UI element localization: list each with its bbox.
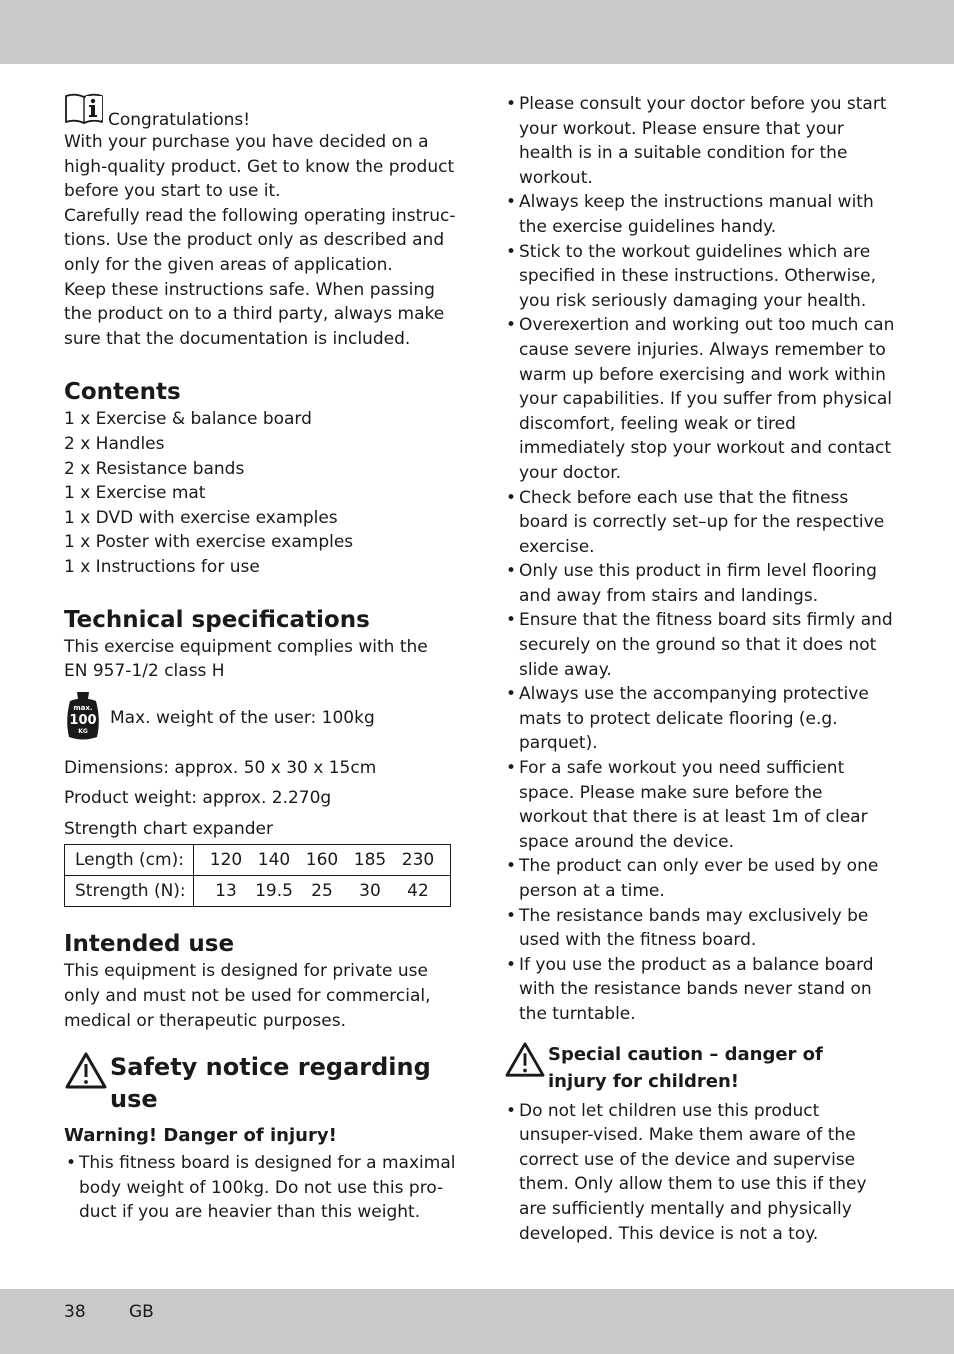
list-item: • Do not let children use this product unsuper-vised. Make them aware of the correct use of the device and supervise them. Only allow them to use this if they are sufficiently mentally and physically developed. This device is not a toy.	[504, 1099, 896, 1247]
children-heading: Special caution – danger of injury for children!	[548, 1043, 823, 1092]
list-item: 2 x Resistance bands	[64, 458, 245, 479]
product-weight-text: Product weight: approx. 2.270g	[64, 788, 332, 809]
list-item: • This fitness board is designed for a maximal body weight of 100kg. Do not use this pro-duct if you are heavier than this weight.	[64, 1151, 456, 1225]
contents-heading: Contents	[64, 379, 181, 406]
list-item: • The resistance bands may exclusively be used with the fitness board.	[504, 904, 896, 953]
list-item: 2 x Handles	[64, 433, 165, 454]
list-item: • Always use the accompanying protective mats to protect delicate flooring (e.g. parquet).	[504, 682, 896, 756]
strength-label: Strength (N):	[65, 876, 194, 907]
weight-icon-number: 100	[69, 712, 97, 728]
table-cell: 19.5	[255, 881, 293, 902]
intended-use-text: This equipment is designed for private use only and must not be used for commercial, medical or therapeutic purposes.	[64, 961, 431, 1031]
table-row	[65, 876, 451, 907]
right-column	[504, 92, 896, 1246]
list-item: • For a safe workout you need sufficient space. Please make sure before the workout that there is at least 1m of clear space around the device.	[504, 756, 896, 854]
list-item: • Always keep the instructions manual with the exercise guidelines handy.	[504, 190, 896, 239]
page-number: 38	[64, 1302, 86, 1322]
language-code: GB	[129, 1302, 154, 1322]
dimensions-text: Dimensions: approx. 50 x 30 x 15cm	[64, 757, 377, 778]
info-book-icon	[64, 92, 104, 130]
safety-header	[64, 1051, 456, 1115]
tech-line-1: This exercise equipment complies with the	[64, 636, 428, 657]
table-cell: 30	[359, 881, 381, 902]
intro-paragraph-3: Keep these instructions safe. When passing the product on to a third party, always make sure that the documentation is included.	[64, 279, 445, 349]
intro-paragraph-2: Carefully read the following operating instruc-tions. Use the product only as described and only for the given areas of application.	[64, 205, 456, 275]
list-item: • Please consult your doctor before you start your workout. Please ensure that your health is in a suitable condition for the workout.	[504, 92, 896, 190]
list-item: 1 x Exercise mat	[64, 483, 206, 504]
safety-list-left	[64, 1151, 456, 1225]
length-values	[194, 845, 451, 876]
warning-triangle-icon	[504, 1041, 546, 1083]
table-cell: 120	[209, 850, 243, 871]
list-item: • Stick to the workout guidelines which are specified in these instructions. Otherwise, you risk seriously damaging your health.	[504, 240, 896, 314]
header-band	[0, 0, 954, 64]
table-cell: 13	[215, 881, 237, 902]
length-label: Length (cm):	[65, 845, 194, 876]
max-weight-text: Max. weight of the user: 100kg	[110, 707, 375, 728]
table-cell: 25	[311, 881, 333, 902]
list-item: 1 x DVD with exercise examples	[64, 507, 338, 528]
list-item: 1 x Poster with exercise examples	[64, 532, 354, 553]
table-cell: 160	[305, 850, 339, 871]
intro-title: Congratulations!	[108, 110, 251, 130]
list-item: 1 x Instructions for use	[64, 556, 260, 577]
table-cell: 230	[401, 850, 435, 871]
list-item: 1 x Exercise & balance board	[64, 409, 312, 430]
intro-paragraph-1: With your purchase you have decided on a high-quality product. Get to know the product before you start to use it.	[64, 132, 455, 202]
list-item: • Check before each use that the fitness board is correctly set–up for the respective exercise.	[504, 486, 896, 560]
intro-header	[64, 94, 456, 130]
list-item: • If you use the product as a balance board with the resistance bands never stand on the turntable.	[504, 953, 896, 1027]
table-cell: 42	[407, 881, 429, 902]
table-cell: 140	[257, 850, 291, 871]
list-item: • Overexertion and working out too much can cause severe injuries. Always remember to warm up before exercising and work within your capabilities. If you suffer from physical discomfort, feeling weak or tired immediately stop your workout and contact your doctor.	[504, 313, 896, 485]
warning-triangle-icon	[64, 1051, 108, 1095]
tech-line-2: EN 957-1/2 class H	[64, 661, 225, 682]
strength-values	[194, 876, 451, 907]
weight-icon-unit: KG	[78, 727, 88, 735]
left-column	[64, 92, 456, 1225]
contents-list	[64, 407, 456, 579]
safety-list-right	[504, 92, 896, 1027]
intended-use-heading: Intended use	[64, 931, 235, 958]
safety-heading: Safety notice regarding use	[110, 1053, 431, 1114]
strength-table	[64, 844, 451, 907]
table-row	[65, 845, 451, 876]
list-item: • Only use this product in firm level flooring and away from stairs and landings.	[504, 559, 896, 608]
list-item: • Ensure that the fitness board sits firmly and securely on the ground so that it does not slide away.	[504, 608, 896, 682]
max-weight-row	[64, 690, 456, 746]
children-list	[504, 1099, 896, 1247]
weight-icon	[64, 690, 102, 746]
children-header	[504, 1041, 896, 1095]
table-cell: 185	[353, 850, 387, 871]
weight-icon-top-text: max.	[73, 703, 93, 712]
tech-heading: Technical specifications	[64, 606, 370, 633]
warning-subheading: Warning! Danger of injury!	[64, 1125, 337, 1147]
list-item: • The product can only ever be used by one person at a time.	[504, 854, 896, 903]
strength-chart-title: Strength chart expander	[64, 818, 273, 839]
